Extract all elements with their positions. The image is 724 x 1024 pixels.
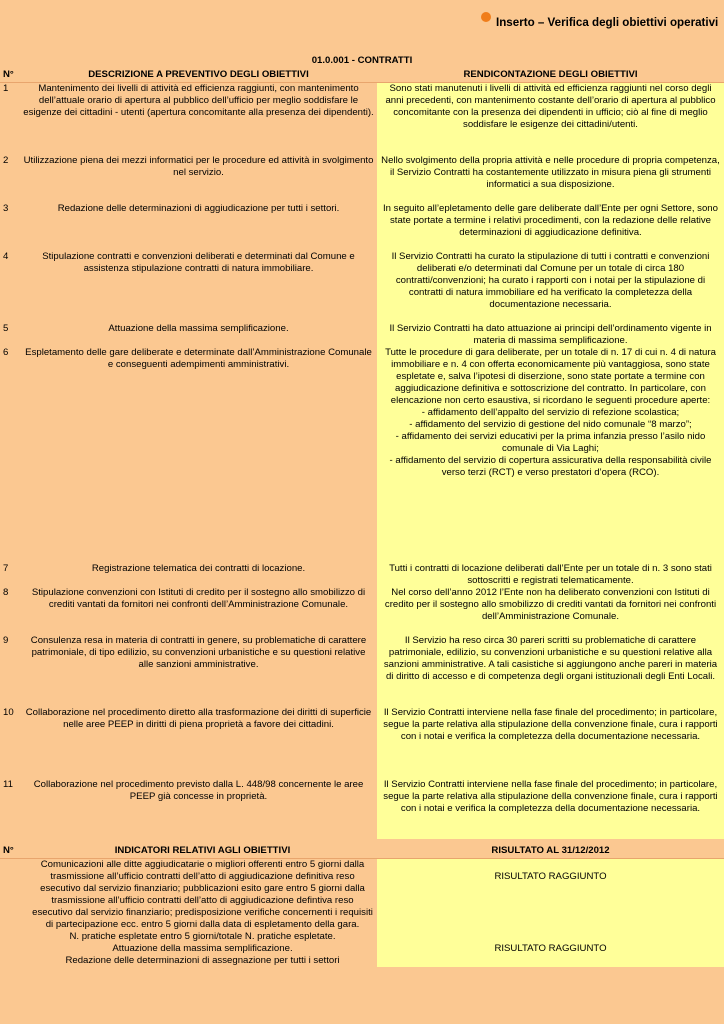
objective-description: Stipulazione contratti e convenzioni deliberati e determinati dal Comune e assistenza stipulazione contratti di natura immobiliare. bbox=[42, 251, 355, 274]
indicator-text: N. pratiche espletate entro 5 giorni/totale N. pratiche espletate. bbox=[69, 931, 336, 942]
objective-description: Registrazione telematica dei contratti di locazione. bbox=[91, 563, 306, 574]
col-header-number: N° bbox=[0, 844, 28, 859]
objective-description: Collaborazione nel procedimento previsto dalla L. 448/98 concernente le aree PEEP già concesse in proprietà. bbox=[33, 779, 364, 802]
objective-rendicontazione: Il Servizio Contratti ha dato attuazione ai principi dell’ordinamento vigente in materia di massima semplificazione. bbox=[377, 323, 724, 347]
table-row bbox=[0, 83, 724, 156]
table-row bbox=[0, 707, 724, 779]
col-header-rendicontazione: RENDICONTAZIONE DEGLI OBIETTIVI bbox=[377, 68, 724, 83]
indicator-number bbox=[0, 955, 28, 967]
row-number: 9 bbox=[3, 635, 9, 646]
orange-bullet-icon bbox=[481, 12, 491, 22]
indicator-text: Comunicazioni alle ditte aggiudicatarie o migliori offerenti entro 5 giorni dalla trasmissione all’ufficio contratti dell’atto di aggiudicazione definitiva reso esecutivo dal servizio finanziario; pubblicazioni esito gare entro 5 giorni dalla trasmissione all’ufficio contratti dell’atto di aggiudicazione defintiva reso esecutivo dal servizio finanziario; predisposizione verifiche concernenti i requisiti di partecipazione ecc. entro 5 giorni dalla data di espletamento della gara. bbox=[32, 859, 373, 930]
objective-description: Consulenza resa in materia di contratti in genere, su problematiche di carattere patrimoniale, di tipo edilizio, su convenzioni urbanistiche e su questioni relative alle sanzioni amministrative. bbox=[30, 635, 367, 670]
indicators-table bbox=[0, 844, 724, 967]
objective-description: Mantenimento dei livelli di attività ed efficienza raggiunti, con mantenimento dell’attuale orario di apertura al pubblico dell’ufficio per meglio soddisfare le esigenze dei cittadini - utenti (apertura concomitante alla presenza dei dipendenti). bbox=[23, 83, 374, 118]
objective-rendicontazione: Il Servizio ha reso circa 30 pareri scritti su problematiche di carattere patrimoniale, edilizio, su convenzioni urbanistiche e su questioni relative alla sanzioni amministrative. A tali casistiche si aggiungono anche pareri in materia di diritto di accesso e di competenza degli organi istituzionali degli Enti Locali. bbox=[377, 635, 724, 707]
list-item: - affidamento del servizio di copertura assicurativa della responsabilità civile verso terzi (RCT) e verso prestatori d’opera (RCO). bbox=[389, 455, 712, 478]
objective-rendicontazione: In seguito all’epletamento delle gare deliberate dall’Ente per ogni Settore, sono state portate a termine i relativi procedimenti, con la redazione delle relative determinazioni di aggiudicazione definitiva. bbox=[377, 203, 724, 251]
table-row bbox=[0, 251, 724, 323]
objective-rendicontazione: Il Servizio Contratti interviene nella fase finale del procedimento; in particolare, segue la parte relativa alla stipulazione della convenzione finale, cura i rapporti con i notai e verifica la completezza della documentazione necessaria. bbox=[377, 779, 724, 839]
objective-description: Attuazione della massima semplificazione. bbox=[108, 323, 289, 334]
list-item: - affidamento del servizio di gestione del nido comunale “8 marzo”; bbox=[409, 419, 692, 430]
objective-rendicontazione: Tutti i contratti di locazione deliberati dall’Ente per un totale di n. 3 sono stati sottoscritti e registrati telematicamente. bbox=[377, 563, 724, 587]
objective-description: Collaborazione nel procedimento diretto alla trasformazione dei diritti di superficie nelle aree PEEP in diritti di piena proprietà a favore dei cittadini. bbox=[25, 707, 372, 730]
table-row bbox=[0, 635, 724, 707]
indicator-text: Attuazione della massima semplificazione. bbox=[112, 943, 293, 954]
list-item: - affidamento dell’appalto del servizio di refezione scolastica; bbox=[421, 407, 680, 418]
objective-description: Utilizzazione piena dei mezzi informatici per le procedure ed attività in svolgimento nel servizio. bbox=[23, 155, 374, 178]
indicator-number bbox=[0, 943, 28, 955]
section-title: 01.0.001 - CONTRATTI bbox=[311, 55, 413, 66]
table-row bbox=[0, 203, 724, 251]
table-row bbox=[0, 587, 724, 635]
objective-description: Espletamento delle gare deliberate e determinate dall’Amministrazione Comunale e conseguenti adempimenti amministrativi. bbox=[25, 347, 372, 370]
indicator-number bbox=[0, 931, 28, 943]
row-number: 4 bbox=[3, 251, 9, 262]
row-number: 10 bbox=[3, 707, 14, 718]
objective-rendicontazione: Il Servizio Contratti ha curato la stipulazione di tutti i contratti e convenzioni deliberati e/o determinati dal Comune per un totale di circa 180 contratti/convenzioni; ha curato i rapporti con i notai per la stipulazione di contratti di natura immobiliare ed ha verificato la completezza della documentazione necessaria. bbox=[377, 251, 724, 323]
objective-rendicontazione: Nello svolgimento della propria attività e nelle procedure di propria competenza, il Servizio Contratti ha costantemente utilizzato in misura piena gli strumenti informatici a sua disposizione. bbox=[377, 155, 724, 203]
result-cell: RISULTATO RAGGIUNTO bbox=[377, 943, 724, 955]
header-title: Inserto – Verifica degli obiettivi operativi bbox=[496, 16, 719, 29]
row-number: 5 bbox=[3, 323, 9, 334]
result-cell bbox=[377, 931, 724, 943]
procedures-list bbox=[380, 407, 721, 479]
table-row bbox=[0, 563, 724, 587]
col-header-result: RISULTATO AL 31/12/2012 bbox=[377, 844, 724, 859]
objective-description: Stipulazione convenzioni con Istituti di credito per il sostegno allo smobilizzo di crediti vantati da fornitori nei confronti dell’Amministrazione Comunale. bbox=[31, 587, 366, 610]
table-row bbox=[0, 323, 724, 347]
objective-description: Redazione delle determinazioni di aggiudicazione per tutti i settori. bbox=[57, 203, 340, 214]
result-cell bbox=[377, 955, 724, 967]
col-header-indicators: INDICATORI RELATIVI AGLI OBIETTIVI bbox=[28, 844, 377, 859]
row-number: 3 bbox=[3, 203, 9, 214]
row-number: 11 bbox=[3, 779, 13, 790]
page-header bbox=[0, 0, 724, 56]
objective-rendicontazione: Il Servizio Contratti interviene nella fase finale del procedimento; in particolare, segue la parte relativa alla stipulazione della convenzione finale, cura i rapporti con i notai e verifica la completezza della documentazione necessaria. bbox=[377, 707, 724, 779]
table-row bbox=[0, 779, 724, 839]
objectives-table bbox=[0, 68, 724, 839]
row-number: 8 bbox=[3, 587, 9, 598]
row-number: 1 bbox=[3, 83, 9, 94]
row-number: 2 bbox=[3, 155, 9, 166]
objective-rendicontazione: Sono stati manutenuti i livelli di attività ed efficienza raggiunti nel corso degli anni precedenti, con mantenimento costante dell’orario di apertura al pubblico concomitante con la presenza dei dipendenti in ufficio; ciò al fine di meglio soddisfare le esigenze dei cittadini/utenti. bbox=[377, 83, 724, 156]
table-row bbox=[0, 347, 724, 563]
col-header-description: DESCRIZIONE A PREVENTIVO DEGLI OBIETTIVI bbox=[20, 68, 377, 83]
indicator-number bbox=[0, 859, 28, 932]
table-row bbox=[0, 155, 724, 203]
list-item: - affidamento dei servizi educativi per la prima infanzia presso l’asilo nido comunale di Via Laghi; bbox=[395, 431, 706, 454]
result-cell: RISULTATO RAGGIUNTO bbox=[377, 859, 724, 932]
row-number: 7 bbox=[3, 563, 9, 574]
objective-rendicontazione: Nel corso dell’anno 2012 l’Ente non ha deliberato convenzioni con Istituti di credito per il sostegno allo smobilizzo di crediti vantati da fornitori nei confronti dell’Amministrazione Comunale. bbox=[377, 587, 724, 635]
col-header-number: N° bbox=[0, 68, 20, 83]
indicator-text: Redazione delle determinazioni di assegnazione per tutti i settori bbox=[65, 955, 340, 966]
row-number: 6 bbox=[3, 347, 9, 358]
objective-rendicontazione: Tutte le procedure di gara deliberate, per un totale di n. 17 di cui n. 4 di natura immobiliare e n. 4 con offerta economicamente più vantaggiosa, sono state espletate e, salva l’ipotesi di diserzione, sono state portate a termine con aggiudicazione definitiva e sottoscrizione del contratto. In particolare, con elencazione non certo esaustiva, si ricordano le seguenti procedure aperte: - affidamento dell’appalto del servizio di refezione scolastica; - affidamento del servizio di gestione del nido comunale “8 marzo”; - affidamento dei servizi educativi per la prima infanzia presso l’asilo nido comunale di Via Laghi; - affidamento del servizio di copertura assicurativa della responsabilità civile verso terzi (RCT) e verso prestatori d’opera (RCO). bbox=[377, 347, 724, 563]
